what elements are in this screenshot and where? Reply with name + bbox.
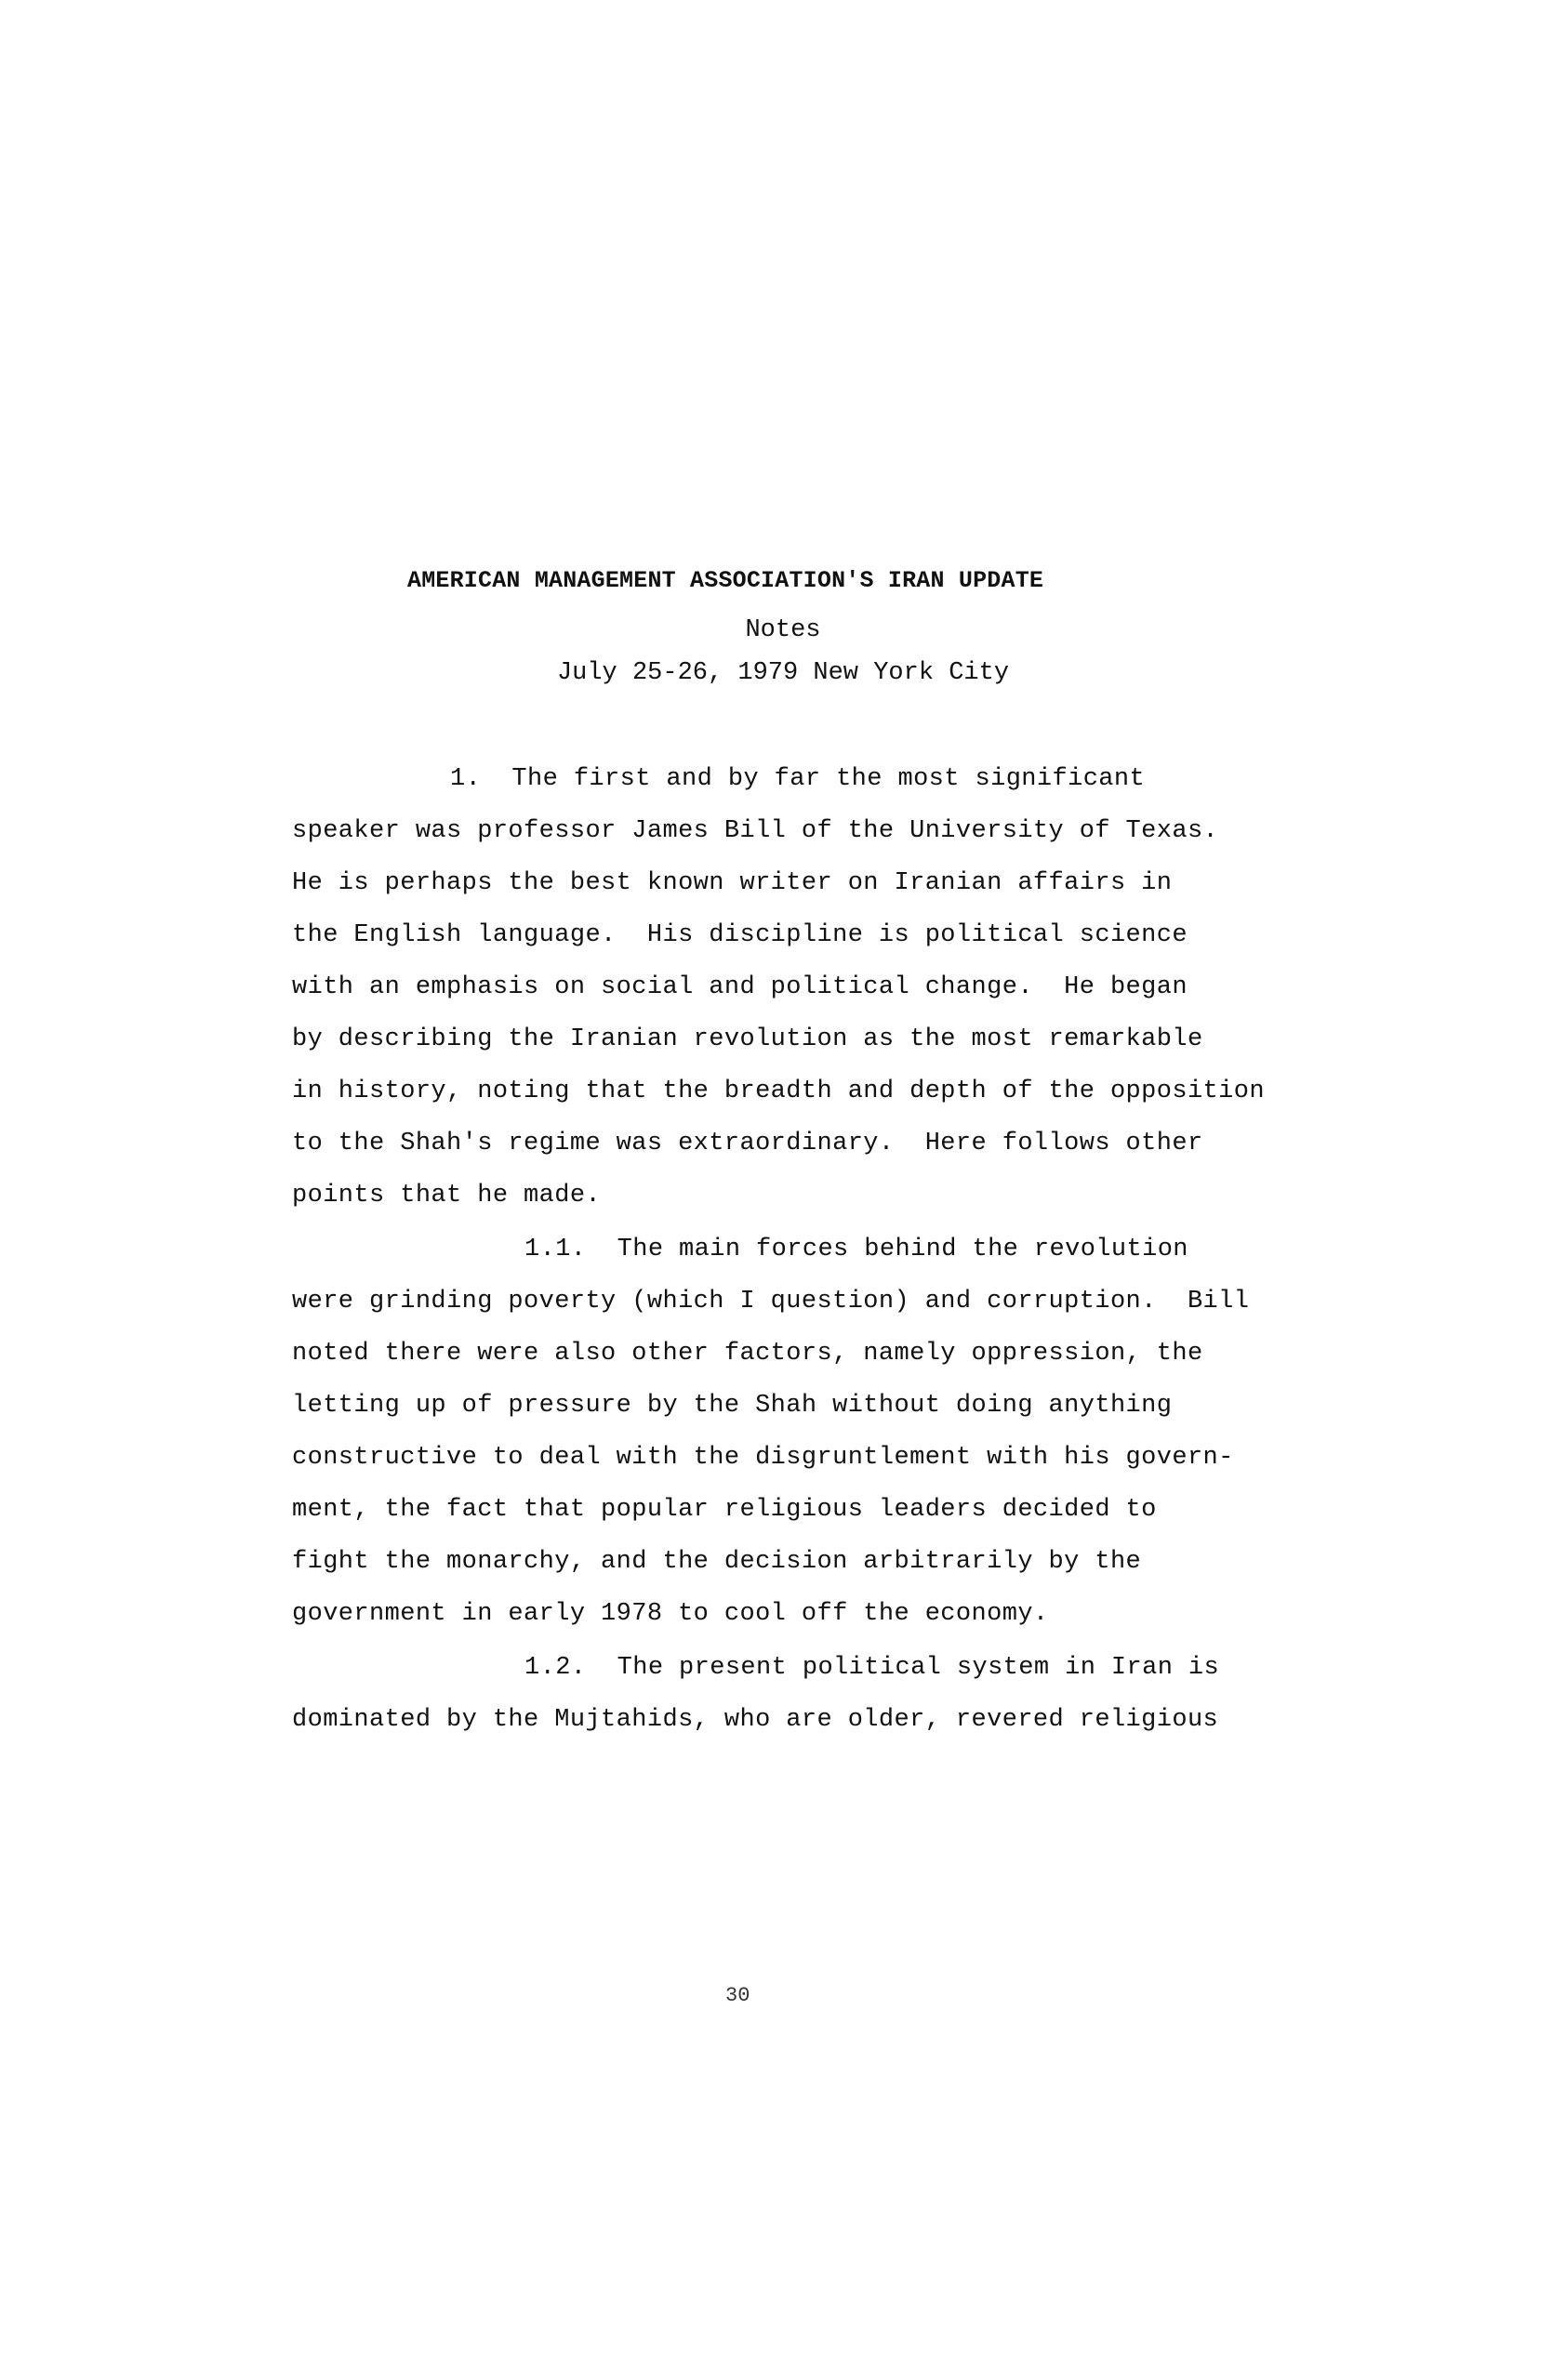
body-line: noted there were also other factors, namely oppression, the: [292, 1340, 1203, 1368]
body-line: in history, noting that the breadth and depth of the opposition: [292, 1078, 1265, 1105]
body-line: 1.2. The present political system in Iran is: [524, 1654, 1220, 1682]
body-line: dominated by the Mujtahids, who are older, revered religious: [292, 1706, 1219, 1734]
body-line: were grinding poverty (which I question) and corruption. Bill: [292, 1288, 1250, 1316]
body-line: letting up of pressure by the Shah without doing anything: [292, 1392, 1173, 1420]
body-line: fight the monarchy, and the decision arbitrarily by the: [292, 1548, 1142, 1576]
body-line: government in early 1978 to cool off the economy.: [292, 1600, 1049, 1628]
body-line: the English language. His discipline is political science: [292, 921, 1188, 949]
body-line: 1.1. The main forces behind the revolution: [524, 1236, 1188, 1263]
document-date-place: July 25-26, 1979 New York City: [556, 659, 1010, 687]
body-line: by describing the Iranian revolution as the most remarkable: [292, 1025, 1203, 1053]
body-line: constructive to deal with the disgruntlement with his govern-: [292, 1444, 1234, 1472]
body-line: to the Shah's regime was extraordinary. Here follows other: [292, 1130, 1203, 1157]
body-line: He is perhaps the best known writer on Iranian affairs in: [292, 869, 1173, 897]
document-subtitle: Notes: [745, 616, 821, 644]
body-line: points that he made.: [292, 1182, 602, 1210]
body-line: with an emphasis on social and political change. He began: [292, 973, 1188, 1001]
document-title: AMERICAN MANAGEMENT ASSOCIATION'S IRAN UPDATE: [407, 567, 1044, 594]
page-number: 30: [725, 1984, 750, 2007]
body-line: 1. The first and by far the most significant: [450, 765, 1146, 793]
body-line: ment, the fact that popular religious leaders decided to: [292, 1496, 1157, 1524]
body-line: speaker was professor James Bill of the University of Texas.: [292, 817, 1219, 845]
